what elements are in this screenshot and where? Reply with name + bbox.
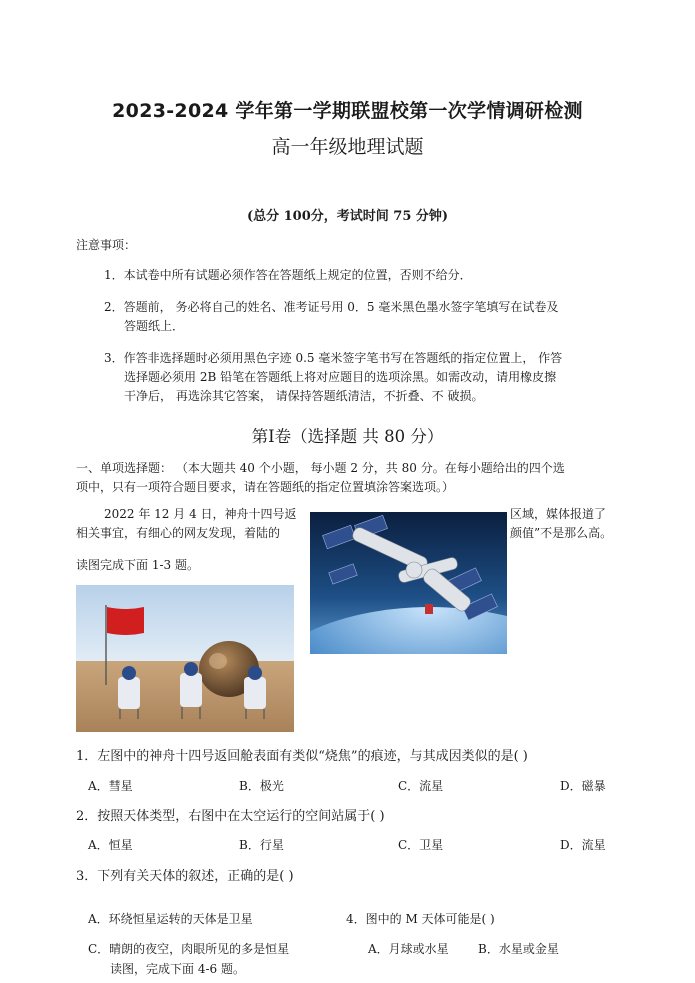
q4-stem: 4．图中的 M 天体可能是( ) (346, 912, 495, 926)
capsule-landing-image (76, 585, 294, 732)
q4-option-b: B．水星或金星 (478, 942, 559, 956)
section-instructions-1: 一、单项选择题： （本大题共 40 个小题， 每小题 2 分，共 80 分。在每小题给出的四个选 (76, 461, 565, 475)
passage-read-instruction: 读图完成下面 1-3 题。 (76, 558, 199, 572)
q2-option-b: B．行星 (239, 838, 284, 852)
section-title: 第Ⅰ卷（选择题 共 80 分） (251, 427, 444, 446)
q2-option-c: C．卫星 (398, 838, 444, 852)
section-instructions-2: 项中，只有一项符合题目要求，请在答题纸的指定位置填涂答案选项。） (76, 480, 455, 494)
q1-option-a: A．彗星 (88, 779, 133, 793)
notice-item-3-cont2: 干净后， 再选涂其它答案， 请保持答题纸清洁，不折叠、不 破损。 (124, 389, 484, 403)
q1-option-b: B．极光 (239, 779, 284, 793)
notice-item-3: 3．作答非选择题时必须用黑色字迹 0.5 毫米签字笔书写在答题纸的指定位置上， 作答 (104, 351, 563, 365)
q1-option-d: D．磁暴 (560, 779, 606, 793)
exam-subtitle: 高一年级地理试题 (271, 136, 424, 158)
q2-option-d: D．流星 (560, 838, 606, 852)
space-station-image (310, 512, 507, 654)
q3-stem: 3．下列有关天体的叙述，正确的是( ) (76, 869, 294, 884)
capsule-landing-photo (76, 585, 294, 732)
notice-item-2: 2．答题前， 务必将自己的姓名、准考证号用 0．5 毫米黑色墨水签字笔填写在试卷及 (104, 300, 559, 314)
q3-option-c: C．晴朗的夜空，肉眼所见的多是恒星 (88, 942, 290, 956)
q3-option-a: A．环绕恒星运转的天体是卫星 (88, 912, 253, 926)
passage-line1-a: 2022 年 12 月 4 日，神舟十四号返 (104, 507, 297, 521)
passage-line2-a: 相关事宜，有细心的网友发现，着陆的 (76, 526, 281, 540)
notice-item-3-cont: 选择题必须用 2B 铅笔在答题纸上将对应题目的选项涂黑。如需改动，请用橡皮擦 (124, 370, 557, 384)
notice-item-2-cont: 答题纸上． (124, 319, 185, 333)
q1-stem: 1．左图中的神舟十四号返回舱表面有类似“烧焦”的痕迹，与其成因类似的是( ) (76, 749, 528, 764)
q2-option-a: A．恒星 (88, 838, 133, 852)
exam-title: 2023-2024 学年第一学期联盟校第一次学情调研检测 (112, 100, 583, 122)
notice-heading: 注意事项： (76, 238, 137, 252)
notice-item-1: 1．本试卷中所有试题必须作答在答题纸上规定的位置，否则不给分． (104, 268, 472, 282)
passage-line2-b: 颜值”不是那么高。 (510, 526, 613, 540)
q1-option-c: C．流星 (398, 779, 444, 793)
passage-line1-b: 区域，媒体报道了 (510, 507, 607, 521)
next-read-instruction: 读图，完成下面 4-6 题。 (110, 962, 245, 976)
score-note: (总分 100分，考试时间 75 分钟) (246, 209, 449, 224)
q2-stem: 2．按照天体类型，右图中在太空运行的空间站属于( ) (76, 809, 385, 824)
space-station-illustration (310, 512, 507, 654)
q4-option-a: A．月球或水星 (368, 942, 449, 956)
